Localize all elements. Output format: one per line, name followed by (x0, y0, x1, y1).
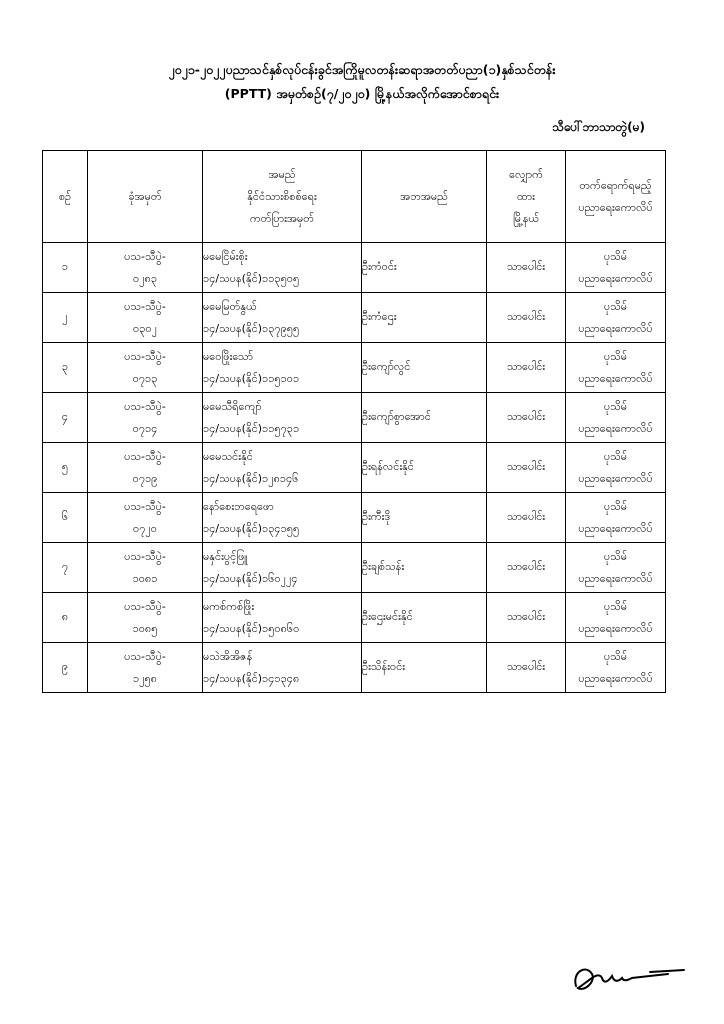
cell-roll (88, 543, 203, 593)
cell-nrc: ၁၄/သပန(နိုင်)၁၁၃၅၀၅ (203, 271, 300, 285)
cell-name (203, 593, 362, 643)
cell-college-line1: ပုသိမ် (603, 349, 628, 363)
cell-roll-number: ၁၀၈၁ (132, 571, 158, 585)
cell-father: ဦးကံဌေး (362, 293, 487, 343)
cell-roll (88, 243, 203, 293)
cell-college-line1: ပုသိမ် (603, 449, 628, 463)
cell-roll-number: ၀၇၁၄ (132, 421, 158, 435)
cell-college (566, 343, 666, 393)
cell-student-name: မမေငြိမ်းစိုး (203, 249, 248, 263)
cell-nrc: ၁၄/သပန(နိုင်)၁၂၈၁၄၆ (203, 471, 299, 485)
cell-father: ဦးဌေးမင်းနိုင် (362, 593, 487, 643)
header-no: စဉ် (43, 151, 88, 243)
cell-nrc: ၁၄/သပန(နိုင်)၁၅၀၈၆၀ (203, 621, 300, 635)
cell-roll-number: ၀၂၈၃ (132, 271, 158, 285)
cell-township: သာပေါင်း (487, 493, 566, 543)
header-college (566, 151, 666, 243)
document-title: ၂၀၂၁-၂၀၂၂ပညာသင်နှစ်လုပ်ငန်းခွင်အကြိုမူလတန်းဆရာအတတ်ပညာ(၁)နှစ်သင်တန်း (168, 62, 556, 77)
header-township (487, 151, 566, 243)
cell-father: ဦးကျော်စွာအောင် (362, 393, 487, 443)
cell-name (203, 643, 362, 693)
cell-roll-number: ၀၇၂၀ (133, 521, 157, 535)
table-row (43, 343, 666, 393)
cell-father: ဦးချစ်သန်း (362, 543, 487, 593)
cell-college (566, 393, 666, 443)
cell-college (566, 293, 666, 343)
cell-college-line2: ပညာရေးကောလိပ် (578, 271, 653, 285)
cell-township: သာပေါင်း (487, 443, 566, 493)
cell-roll-prefix: ပသ-သီပွဲ- (124, 299, 166, 313)
cell-roll (88, 593, 203, 643)
cell-roll-prefix: ပသ-သီပွဲ- (124, 449, 166, 463)
header-name (203, 151, 362, 243)
cell-roll (88, 343, 203, 393)
header-row (43, 151, 666, 243)
cell-name (203, 343, 362, 393)
cell-student-name: မမေသီရိကျော် (203, 399, 262, 413)
document-subtitle: (PPTT) အမှတ်စဉ်(၇/၂၀၂၀) မြို့နယ်အလိုက်အောင်စာရင်း (224, 86, 500, 101)
cell-student-name: မဝေဖြိုးသော် (203, 349, 254, 363)
cell-college-line2: ပညာရေးကောလိပ် (578, 671, 653, 685)
cell-no: ၉ (43, 643, 88, 693)
cell-roll-number: ၁၀၈၅ (132, 621, 158, 635)
cell-nrc: ၁၄/သပန(နိုင်)၁၃၇၉၅၅ (203, 321, 300, 335)
cell-roll-prefix: ပသ-သီပွဲ- (124, 349, 166, 363)
cell-township: သာပေါင်း (487, 243, 566, 293)
table-row (43, 493, 666, 543)
cell-roll (88, 293, 203, 343)
cell-no: ၃ (43, 343, 88, 393)
cell-father: ဦးသိန်းဝင်း (362, 643, 487, 693)
cell-student-name: မကစ်ကစ်ဖြိုး (203, 599, 255, 613)
cell-college-line1: ပုသိမ် (603, 299, 628, 313)
header-township-line3: မြို့နယ် (512, 211, 540, 225)
cell-township: သာပေါင်း (487, 593, 566, 643)
cell-college (566, 443, 666, 493)
cell-father: ဦးကျော်လွင် (362, 343, 487, 393)
cell-township: သာပေါင်း (487, 343, 566, 393)
cell-student-name: မမေမြတ်နွယ် (203, 299, 257, 313)
cell-student-name: မမေသင်းနိုင် (203, 449, 253, 463)
cell-college-line1: ပုသိမ် (603, 599, 628, 613)
cell-college-line1: ပုသိမ် (603, 549, 628, 563)
results-table (42, 150, 666, 693)
cell-no: ၇ (43, 543, 88, 593)
header-name-line2: နိုင်ငံသားစိစစ်ရေး (247, 189, 317, 203)
table-row (43, 393, 666, 443)
cell-name (203, 293, 362, 343)
cell-township: သာပေါင်း (487, 293, 566, 343)
cell-no: ၅ (43, 443, 88, 493)
header-father: အဘအမည် (362, 151, 487, 243)
cell-college (566, 643, 666, 693)
cell-roll (88, 493, 203, 543)
cell-nrc: ၁၄/သပန(နိုင်)၁၁၅၁၀၁ (203, 371, 300, 385)
cell-name (203, 543, 362, 593)
cell-student-name: မသဲအိအိဇန် (203, 649, 253, 663)
cell-roll-number: ၀၃၀၂ (133, 321, 157, 335)
cell-nrc: ၁၄/သပန(နိုင်)၁၄၁၃၄၈ (203, 671, 300, 685)
cell-college-line1: ပုသိမ် (603, 249, 628, 263)
cell-college (566, 593, 666, 643)
cell-father: ဦးကီးဒို (362, 493, 487, 543)
cell-college-line2: ပညာရေးကောလိပ် (578, 571, 653, 585)
cell-roll (88, 643, 203, 693)
cell-college-line2: ပညာရေးကောလိပ် (578, 621, 653, 635)
cell-college-line2: ပညာရေးကောလိပ် (578, 371, 653, 385)
header-roll: ခုံအမှတ် (88, 151, 203, 243)
header-college-line2: ပညာရေးကောလိပ် (578, 200, 653, 214)
cell-roll-prefix: ပသ-သီပွဲ- (124, 399, 166, 413)
cell-roll (88, 443, 203, 493)
cell-nrc: ၁၄/သပန(နိုင်)၁၃၄၁၅၅ (203, 521, 300, 535)
header-name-line3: ကတ်ပြားအမှတ် (249, 211, 314, 225)
cell-roll-prefix: ပသ-သီပွဲ- (124, 249, 166, 263)
cell-no: ၆ (43, 493, 88, 543)
cell-college (566, 543, 666, 593)
cell-no: ၂ (43, 293, 88, 343)
cell-college-line2: ပညာရေးကောလိပ် (578, 471, 653, 485)
cell-father: ဦးကံဝင်း (362, 243, 487, 293)
cell-college-line1: ပုသိမ် (603, 649, 628, 663)
signature-image (568, 952, 698, 1002)
cell-no: ၄ (43, 393, 88, 443)
table-row (43, 543, 666, 593)
header-college-line1: တက်ရောက်ရမည့် (579, 178, 652, 192)
cell-roll-number: ၀၇၁၃ (132, 371, 158, 385)
cell-roll-number: ၀၇၁၉ (132, 471, 158, 485)
cell-township: သာပေါင်း (487, 393, 566, 443)
cell-name (203, 443, 362, 493)
cell-college-line2: ပညာရေးကောလိပ် (578, 521, 653, 535)
cell-college-line2: ပညာရေးကောလိပ် (578, 421, 653, 435)
cell-name (203, 243, 362, 293)
cell-college (566, 243, 666, 293)
cell-no: ၈ (43, 593, 88, 643)
cell-roll-prefix: ပသ-သီပွဲ- (124, 649, 166, 663)
table-row (43, 643, 666, 693)
cell-college (566, 493, 666, 543)
cell-college-line2: ပညာရေးကောလိပ် (578, 321, 653, 335)
cell-roll (88, 393, 203, 443)
cell-roll-number: ၁၂၅၈ (132, 671, 158, 685)
region-label: သီပေါ်ဘာသာတွဲ(မ) (552, 120, 645, 134)
cell-nrc: ၁၄/သပန(နိုင်)၁၁၅၇၃၁ (203, 421, 300, 435)
cell-college-line1: ပုသိမ် (603, 399, 628, 413)
cell-roll-prefix: ပသ-သီပွဲ- (124, 549, 166, 563)
header-name-line1: အမည် (268, 167, 296, 181)
cell-father: ဦးရန်လင်းနိုင် (362, 443, 487, 493)
cell-roll-prefix: ပသ-သီပွဲ- (124, 599, 166, 613)
table-row (43, 593, 666, 643)
table-row (43, 243, 666, 293)
table-row (43, 293, 666, 343)
cell-nrc: ၁၄/သပန(နိုင်)၁၆၀၂၂၄ (203, 571, 298, 585)
cell-name (203, 393, 362, 443)
cell-no: ၁ (43, 243, 88, 293)
cell-college-line1: ပုသိမ် (603, 499, 628, 513)
cell-township: သာပေါင်း (487, 643, 566, 693)
header-township-line1: လျှောက် (509, 167, 543, 181)
table-row (43, 443, 666, 493)
header-township-line2: ထား (517, 189, 535, 203)
cell-student-name: နော်စေးဘရေဖော (203, 499, 274, 513)
cell-township: သာပေါင်း (487, 543, 566, 593)
cell-student-name: မနှင်းပွင့်ဖြူ (203, 549, 248, 563)
cell-roll-prefix: ပသ-သီပွဲ- (124, 499, 166, 513)
cell-name (203, 493, 362, 543)
